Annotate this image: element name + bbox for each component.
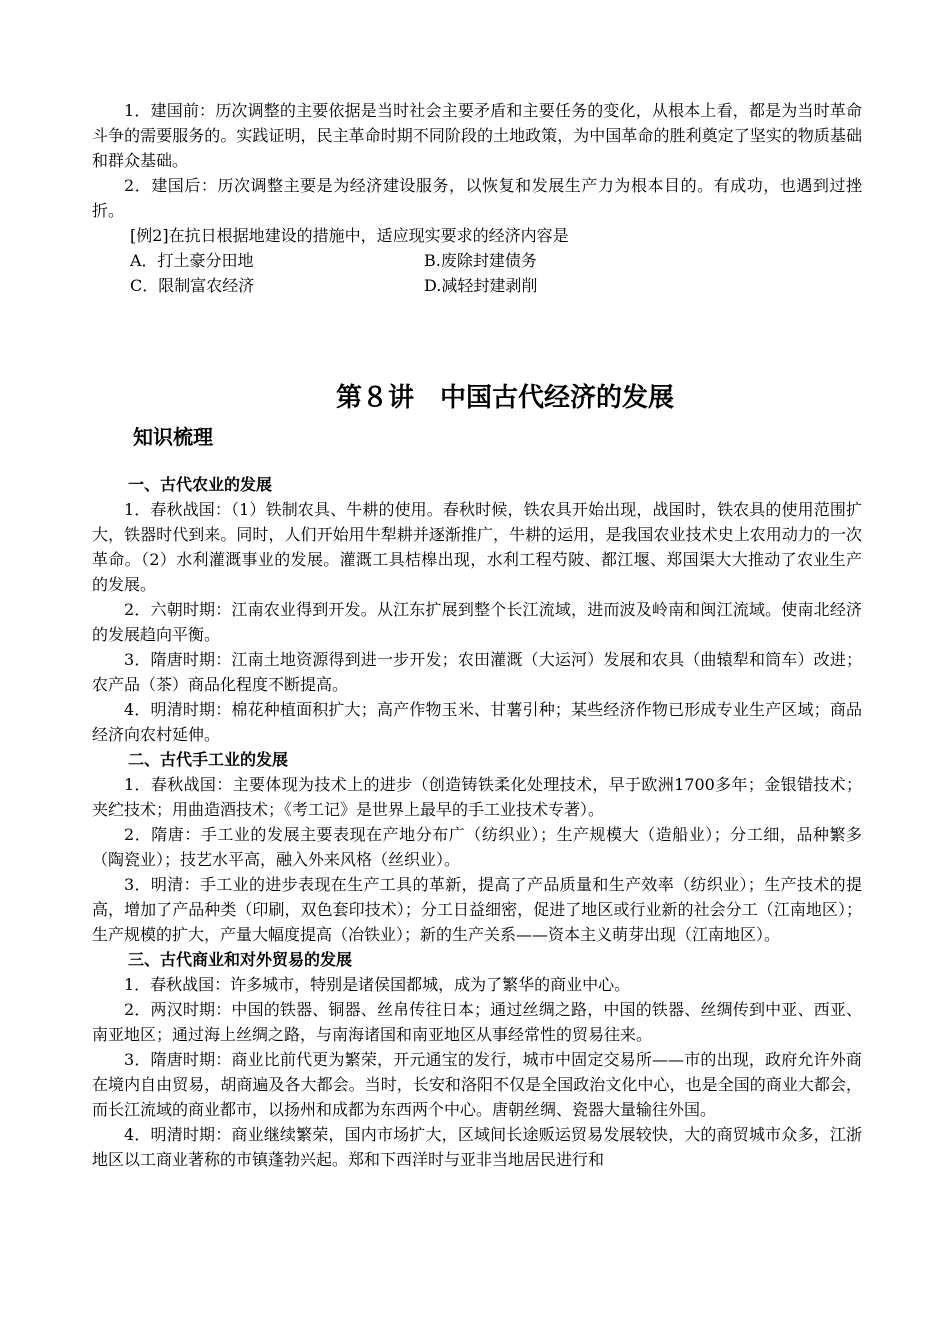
agriculture-paragraph: 4．明清时期：棉花种植面积扩大；高产作物玉米、甘薯引种；某些经济作物已形成专业生产区域；商品经济向农村延伸。 xyxy=(92,700,862,744)
example-question-text: 在抗日根据地建设的措施中，适应现实要求的经济内容是 xyxy=(168,226,569,245)
land-policy-summary xyxy=(92,98,862,298)
commerce-paragraph: 1．春秋战国：许多城市，特别是诸侯国都城，成为了繁华的商业中心。 xyxy=(124,975,631,994)
commerce-paragraph: 4．明清时期：商业继续繁荣，国内市场扩大，区域间长途贩运贸易发展较快，大的商贸城市众多，江浙地区以工商业著称的市镇蓬勃兴起。郑和下西洋时与亚非当地居民进行和 xyxy=(92,1125,862,1169)
agriculture-paragraph: 2．六朝时期：江南农业得到开发。从江东扩展到整个长江流域，进而波及岭南和闽江流域。使南北经济的发展趋向平衡。 xyxy=(92,600,862,644)
handicraft-paragraph: 2．隋唐：手工业的发展主要表现在产地分布广（纺织业）；生产规模大（造船业）；分工细，品种繁多（陶瓷业）；技艺水平高，融入外来风格（丝织业）。 xyxy=(92,825,862,869)
option-b: B.废除封建债务 xyxy=(424,251,537,270)
lecture-body xyxy=(92,472,862,1172)
section-heading-handicraft: 二、古代手工业的发展 xyxy=(128,750,289,769)
option-a: A．打土豪分田地 xyxy=(130,251,254,270)
summary-paragraph-pre-1949: 1．建国前：历次调整的主要依据是当时社会主要矛盾和主要任务的变化，从根本上看，都是为当时革命斗争的需要服务的。实践证明，民主革命时期不同阶段的土地政策，为中国革命的胜利奠定了坚实的物质基础和群众基础。 xyxy=(92,101,862,170)
commerce-paragraph: 2．两汉时期：中国的铁器、铜器、丝帛传往日本；通过丝绸之路，中国的铁器、丝绸传到中亚、西亚、南亚地区；通过海上丝绸之路，与南海诸国和南亚地区从事经常性的贸易往来。 xyxy=(92,1000,862,1044)
knowledge-review-heading: 知识梳理 xyxy=(133,425,213,449)
commerce-paragraph: 3．隋唐时期：商业比前代更为繁荣，开元通宝的发行，城市中固定交易所——市的出现，政府允许外商在境内自由贸易，胡商遍及各大都会。当时，长安和洛阳不仅是全国政治文化中心，也是全国的商业大都会，而长江流域的商业都市，以扬州和成都为东西两个中心。唐朝丝绸、瓷器大量输往外国。 xyxy=(92,1050,862,1119)
example-label: [例2] xyxy=(130,226,169,245)
handicraft-paragraph: 1．春秋战国：主要体现为技术上的进步（创造铸铁柔化处理技术，早于欧洲1700多年；金银错技术；夹纻技术；用曲造酒技术；《考工记》是世界上最早的手工业技术专著）。 xyxy=(92,775,862,819)
summary-paragraph-post-1949: 2．建国后：历次调整主要是为经济建设服务，以恢复和发展生产力为根本目的。有成功，也遇到过挫折。 xyxy=(92,176,862,220)
example-question xyxy=(92,223,862,248)
agriculture-paragraph: 1．春秋战国：（1）铁制农具、牛耕的使用。春秋时候，铁农具开始出现，战国时，铁农具的使用范围扩大，铁器时代到来。同时，人们开始用牛犁耕并逐渐推广，牛耕的运用，是我国农业技术史上农用动力的一次革命。（2）水利灌溉事业的发展。灌溉工具桔槔出现，水利工程芍陂、都江堰、郑国渠大大推动了农业生产的发展。 xyxy=(92,500,862,594)
section-heading-agriculture: 一、古代农业的发展 xyxy=(128,475,273,494)
lecture-title: 第８讲 中国古代经济的发展 xyxy=(335,383,674,413)
option-c: C．限制富农经济 xyxy=(130,276,255,295)
handicraft-paragraph: 3．明清：手工业的进步表现在生产工具的革新，提高了产品质量和生产效率（纺织业）；生产技术的提高，增加了产品种类（印刷，双色套印技术）；分工日益细密，促进了地区或行业新的社会分工（江南地区）；生产规模的扩大，产量大幅度提高（冶铁业）；新的生产关系——资本主义萌芽出现（江南地区）。 xyxy=(92,875,862,944)
section-heading-commerce: 三、古代商业和对外贸易的发展 xyxy=(128,950,353,969)
agriculture-paragraph: 3．隋唐时期：江南土地资源得到进一步开发；农田灌溉（大运河）发展和农具（曲辕犁和筒车）改进；农产品（茶）商品化程度不断提高。 xyxy=(92,650,862,694)
example-options xyxy=(92,248,862,298)
option-d: D.减轻封建剥削 xyxy=(424,276,538,295)
